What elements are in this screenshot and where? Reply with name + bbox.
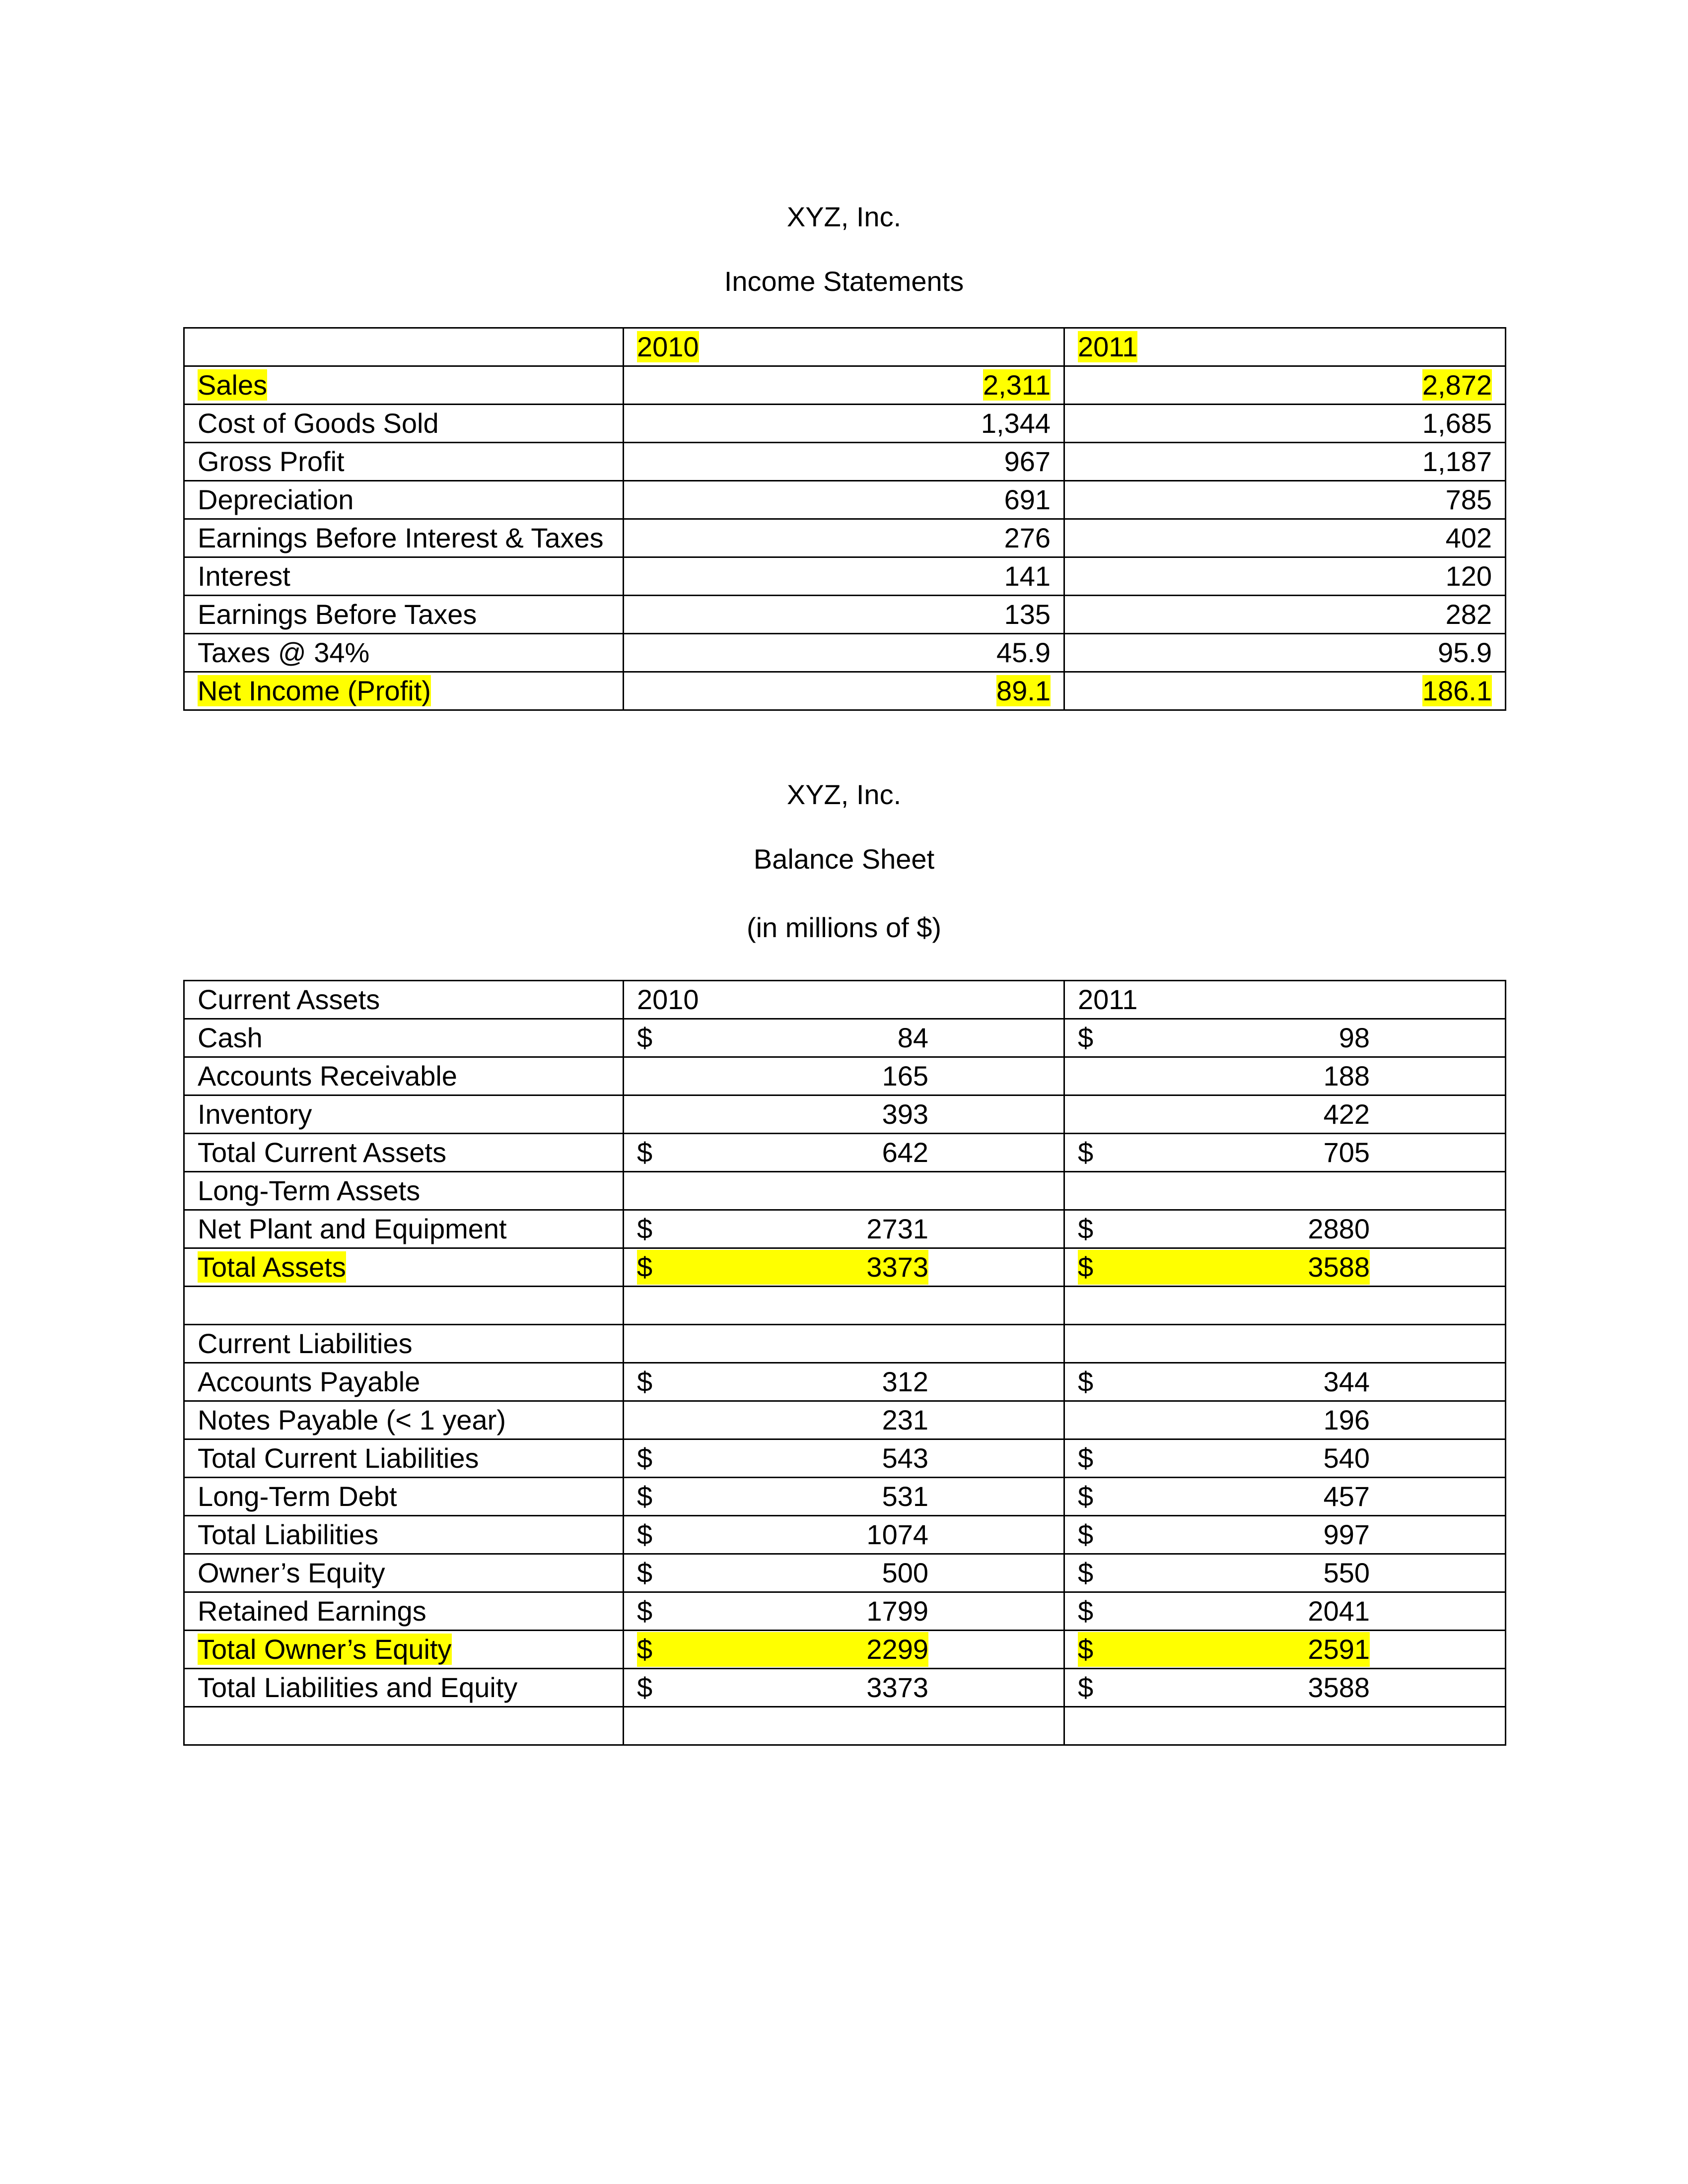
balance-value-2011: 550 xyxy=(1323,1557,1370,1588)
balance-2011-cell xyxy=(1064,1363,1506,1401)
balance-row-label: Total Liabilities and Equity xyxy=(198,1672,518,1703)
balance-2011-cell xyxy=(1064,1631,1506,1669)
balance-row xyxy=(184,1134,1506,1172)
balance-row xyxy=(184,1401,1506,1439)
income-label-cell xyxy=(184,596,624,634)
income-label-cell xyxy=(184,557,624,596)
income-2010-cell xyxy=(624,672,1064,710)
balance-value-2010: 531 xyxy=(882,1481,928,1512)
income-2011-cell xyxy=(1064,672,1506,710)
balance-value-2010 xyxy=(667,1326,1051,1361)
balance-2011-cell xyxy=(1064,1248,1506,1287)
income-value-2011: 402 xyxy=(1445,522,1492,553)
balance-2010-amount xyxy=(637,1058,1051,1094)
balance-label-cell xyxy=(184,1631,624,1669)
balance-value-2010: 231 xyxy=(882,1404,928,1435)
balance-2010-cell xyxy=(624,1325,1064,1363)
balance-row xyxy=(184,1287,1506,1325)
balance-label-cell xyxy=(184,1707,624,1745)
income-value-2011: 120 xyxy=(1445,560,1492,592)
balance-row xyxy=(184,1592,1506,1631)
income-row xyxy=(184,596,1506,634)
balance-2010-cell xyxy=(624,1439,1064,1478)
income-value-2011: 2,872 xyxy=(1422,369,1492,401)
balance-row-label: Total Assets xyxy=(198,1251,346,1283)
balance-row-label: Inventory xyxy=(198,1098,312,1130)
balance-value-2010: 2299 xyxy=(667,1632,928,1667)
income-year-2010: 2010 xyxy=(637,331,699,362)
balance-2011-amount xyxy=(1078,1249,1492,1286)
income-2010-cell xyxy=(624,596,1064,634)
balance-row-label: Total Current Assets xyxy=(198,1137,447,1168)
income-2011-cell xyxy=(1064,366,1506,405)
income-row xyxy=(184,634,1506,672)
balance-label-cell xyxy=(184,1478,624,1516)
balance-label-cell xyxy=(184,1592,624,1631)
balance-row-label: Notes Payable (< 1 year) xyxy=(198,1404,506,1435)
balance-2011-cell xyxy=(1064,1057,1506,1095)
balance-2011-cell xyxy=(1064,1478,1506,1516)
income-2010-cell xyxy=(624,443,1064,481)
income-row-label: Taxes @ 34% xyxy=(198,637,370,668)
income-header-label-cell xyxy=(184,328,624,366)
income-label-cell xyxy=(184,519,624,557)
balance-2011-cell xyxy=(1064,1554,1506,1592)
income-statement-body xyxy=(184,328,1506,710)
income-value-2010: 2,311 xyxy=(983,369,1051,401)
balance-2011-cell xyxy=(1064,1325,1506,1363)
balance-label-cell xyxy=(184,1057,624,1095)
income-2011-cell xyxy=(1064,443,1506,481)
dollar-sign-2011: $ xyxy=(1078,1022,1094,1053)
balance-2010-cell xyxy=(624,1401,1064,1439)
balance-2010-cell xyxy=(624,1057,1064,1095)
income-value-2011: 282 xyxy=(1445,599,1492,630)
balance-2010-amount xyxy=(637,1516,1051,1553)
income-value-2010: 141 xyxy=(1004,560,1051,592)
balance-2010-amount xyxy=(637,1249,1051,1286)
balance-2011-cell xyxy=(1064,1707,1506,1745)
income-value-2011: 1,685 xyxy=(1422,408,1492,439)
balance-2011-cell xyxy=(1064,1134,1506,1172)
income-row xyxy=(184,519,1506,557)
balance-row xyxy=(184,1631,1506,1669)
balance-2010-amount xyxy=(637,1287,1051,1324)
balance-2010-amount xyxy=(637,1096,1051,1133)
balance-value-2011: 2041 xyxy=(1308,1595,1370,1627)
income-value-2011: 785 xyxy=(1445,484,1492,515)
income-row xyxy=(184,481,1506,519)
balance-value-2011: 196 xyxy=(1323,1404,1370,1435)
balance-row xyxy=(184,1439,1506,1478)
balance-2010-amount xyxy=(637,1211,1051,1247)
balance-label-cell xyxy=(184,1325,624,1363)
balance-2010-cell xyxy=(624,1134,1064,1172)
balance-2011-amount xyxy=(1078,1516,1492,1553)
balance-row-label: Current Liabilities xyxy=(198,1328,413,1359)
dollar-sign-2011: $ xyxy=(1078,1632,1108,1667)
balance-2010-amount xyxy=(637,1134,1051,1171)
income-row-label: Earnings Before Interest & Taxes xyxy=(198,522,604,553)
balance-row-label: Total Current Liabilities xyxy=(198,1442,479,1474)
balance-label-cell xyxy=(184,1669,624,1707)
balance-label-cell xyxy=(184,1019,624,1057)
balance-label-cell xyxy=(184,1401,624,1439)
balance-sheet-body xyxy=(184,981,1506,1745)
dollar-sign-2010 xyxy=(637,1173,667,1208)
balance-sheet-subtitle: (in millions of $) xyxy=(746,912,942,943)
balance-value-2011: 422 xyxy=(1323,1098,1370,1130)
balance-2010-amount xyxy=(637,1402,1051,1438)
balance-2010-amount xyxy=(637,1325,1051,1362)
dollar-sign-2011: $ xyxy=(1078,1519,1094,1550)
balance-value-2010: 312 xyxy=(882,1366,928,1397)
dollar-sign-2011 xyxy=(1078,1403,1108,1437)
balance-row-label: Cash xyxy=(198,1022,263,1053)
balance-2011-cell xyxy=(1064,1592,1506,1631)
income-row xyxy=(184,405,1506,443)
balance-value-2011: 2880 xyxy=(1308,1213,1370,1244)
balance-2010-cell xyxy=(624,1172,1064,1210)
balance-2011-cell xyxy=(1064,1019,1506,1057)
balance-2010-cell xyxy=(624,1669,1064,1707)
balance-row xyxy=(184,1363,1506,1401)
balance-2011-cell xyxy=(1064,1095,1506,1134)
balance-row xyxy=(184,1554,1506,1592)
balance-2010-amount xyxy=(637,1172,1051,1209)
income-value-2010: 135 xyxy=(1004,599,1051,630)
income-2011-cell xyxy=(1064,634,1506,672)
balance-2011-cell xyxy=(1064,1401,1506,1439)
balance-2010-amount xyxy=(637,1707,1051,1744)
balance-header-label: Current Assets xyxy=(184,981,624,1019)
balance-2011-amount xyxy=(1078,1555,1492,1591)
income-year-2011-cell xyxy=(1064,328,1506,366)
balance-value-2011: 3588 xyxy=(1108,1250,1370,1285)
dollar-sign-2011 xyxy=(1078,1326,1108,1361)
dollar-sign-2010 xyxy=(637,1288,667,1323)
balance-label-cell xyxy=(184,1439,624,1478)
balance-2010-cell xyxy=(624,1019,1064,1057)
balance-2010-amount xyxy=(637,1440,1051,1477)
balance-2010-cell xyxy=(624,1210,1064,1248)
dollar-sign-2011: $ xyxy=(1078,1481,1094,1512)
balance-2010-amount xyxy=(637,1555,1051,1591)
dollar-sign-2010 xyxy=(637,1097,667,1132)
dollar-sign-2010: $ xyxy=(637,1595,653,1627)
income-year-2011: 2011 xyxy=(1078,331,1138,362)
balance-row-label: Retained Earnings xyxy=(198,1595,426,1627)
dollar-sign-2010 xyxy=(637,1059,667,1093)
balance-label-cell xyxy=(184,1554,624,1592)
dollar-sign-2011: $ xyxy=(1078,1213,1094,1244)
balance-row xyxy=(184,1478,1506,1516)
balance-value-2010: 1799 xyxy=(866,1595,928,1627)
income-2011-cell xyxy=(1064,519,1506,557)
balance-2010-amount xyxy=(637,1631,1051,1668)
balance-2010-amount xyxy=(637,1364,1051,1400)
income-row-label: Net Income (Profit) xyxy=(198,675,431,706)
balance-label-cell xyxy=(184,1095,624,1134)
balance-value-2011: 3588 xyxy=(1308,1672,1370,1703)
balance-2010-cell xyxy=(624,1363,1064,1401)
dollar-sign-2010: $ xyxy=(637,1557,653,1588)
balance-value-2011: 457 xyxy=(1323,1481,1370,1512)
balance-value-2010: 165 xyxy=(882,1060,928,1092)
balance-value-2010: 3373 xyxy=(866,1672,928,1703)
balance-label-cell xyxy=(184,1248,624,1287)
balance-value-2010: 642 xyxy=(882,1137,928,1168)
balance-row xyxy=(184,1095,1506,1134)
balance-value-2011: 344 xyxy=(1323,1366,1370,1397)
balance-row xyxy=(184,1248,1506,1287)
income-row xyxy=(184,366,1506,405)
dollar-sign-2011: $ xyxy=(1078,1137,1094,1168)
balance-2010-cell xyxy=(624,1592,1064,1631)
dollar-sign-2011 xyxy=(1078,1173,1108,1208)
balance-2010-cell xyxy=(624,1707,1064,1745)
balance-2011-amount xyxy=(1078,1593,1492,1630)
income-value-2010: 45.9 xyxy=(996,637,1051,668)
balance-2011-amount xyxy=(1078,1058,1492,1094)
balance-value-2011 xyxy=(1108,1288,1492,1323)
balance-2011-amount xyxy=(1078,1325,1492,1362)
balance-value-2010: 2731 xyxy=(866,1213,928,1244)
income-2010-cell xyxy=(624,557,1064,596)
balance-value-2011: 2591 xyxy=(1108,1632,1370,1667)
balance-company-name: XYZ, Inc. xyxy=(786,779,902,810)
balance-label-cell xyxy=(184,1134,624,1172)
dollar-sign-2010: $ xyxy=(637,1137,653,1168)
income-statement-table xyxy=(183,327,1506,711)
income-company-name: XYZ, Inc. xyxy=(786,201,902,232)
balance-sheet-table xyxy=(183,980,1506,1746)
balance-value-2010 xyxy=(667,1288,1051,1323)
balance-2011-cell xyxy=(1064,1287,1506,1325)
income-2011-cell xyxy=(1064,481,1506,519)
dollar-sign-2010: $ xyxy=(637,1481,653,1512)
balance-2010-cell xyxy=(624,1631,1064,1669)
balance-row xyxy=(184,1707,1506,1745)
balance-2011-amount xyxy=(1078,1172,1492,1209)
balance-value-2011 xyxy=(1108,1326,1492,1361)
balance-2011-cell xyxy=(1064,1172,1506,1210)
balance-2011-amount xyxy=(1078,1478,1492,1515)
balance-2010-amount xyxy=(637,1478,1051,1515)
balance-row xyxy=(184,1516,1506,1554)
balance-row xyxy=(184,1172,1506,1210)
balance-2010-cell xyxy=(624,1516,1064,1554)
balance-value-2010: 393 xyxy=(882,1098,928,1130)
balance-2010-cell xyxy=(624,1554,1064,1592)
dollar-sign-2011: $ xyxy=(1078,1250,1108,1285)
dollar-sign-2011: $ xyxy=(1078,1595,1094,1627)
dollar-sign-2011 xyxy=(1078,1288,1108,1323)
balance-value-2010: 1074 xyxy=(866,1519,928,1550)
balance-row xyxy=(184,1057,1506,1095)
balance-value-2011: 540 xyxy=(1323,1442,1370,1474)
balance-value-2011: 705 xyxy=(1323,1137,1370,1168)
income-label-cell xyxy=(184,443,624,481)
income-label-cell xyxy=(184,366,624,405)
balance-2011-amount xyxy=(1078,1669,1492,1706)
balance-row xyxy=(184,1019,1506,1057)
balance-2010-cell xyxy=(624,1248,1064,1287)
balance-2011-amount xyxy=(1078,1211,1492,1247)
dollar-sign-2010: $ xyxy=(637,1022,653,1053)
income-row xyxy=(184,672,1506,710)
income-statement-title: Income Statements xyxy=(724,266,964,297)
dollar-sign-2010: $ xyxy=(637,1632,667,1667)
balance-row-label: Net Plant and Equipment xyxy=(198,1213,507,1244)
balance-2011-cell xyxy=(1064,1516,1506,1554)
balance-value-2010 xyxy=(667,1173,1051,1208)
income-value-2010: 89.1 xyxy=(996,675,1051,706)
balance-2010-cell xyxy=(624,1287,1064,1325)
income-label-cell xyxy=(184,481,624,519)
income-2010-cell xyxy=(624,634,1064,672)
income-2011-cell xyxy=(1064,596,1506,634)
income-row xyxy=(184,443,1506,481)
dollar-sign-2011: $ xyxy=(1078,1442,1094,1474)
balance-2011-amount xyxy=(1078,1364,1492,1400)
income-value-2011: 186.1 xyxy=(1422,675,1492,706)
dollar-sign-2011 xyxy=(1078,1708,1108,1743)
income-2010-cell xyxy=(624,405,1064,443)
income-2011-cell xyxy=(1064,557,1506,596)
dollar-sign-2010 xyxy=(637,1708,667,1743)
income-row-label: Interest xyxy=(198,560,290,592)
dollar-sign-2010 xyxy=(637,1403,667,1437)
income-2011-cell xyxy=(1064,405,1506,443)
balance-row-label: Owner’s Equity xyxy=(198,1557,385,1588)
income-2010-cell xyxy=(624,366,1064,405)
income-header-row xyxy=(184,328,1506,366)
income-2010-cell xyxy=(624,519,1064,557)
dollar-sign-2010: $ xyxy=(637,1519,653,1550)
balance-value-2011: 997 xyxy=(1323,1519,1370,1550)
balance-2011-cell xyxy=(1064,1669,1506,1707)
balance-2011-amount xyxy=(1078,1287,1492,1324)
dollar-sign-2011 xyxy=(1078,1059,1108,1093)
dollar-sign-2011: $ xyxy=(1078,1366,1094,1397)
balance-row xyxy=(184,1210,1506,1248)
balance-2010-amount xyxy=(637,1593,1051,1630)
balance-sheet-title: Balance Sheet xyxy=(753,843,935,875)
balance-row xyxy=(184,1669,1506,1707)
balance-row-label: Accounts Receivable xyxy=(198,1060,457,1092)
balance-2011-amount xyxy=(1078,1134,1492,1171)
dollar-sign-2011 xyxy=(1078,1097,1108,1132)
balance-value-2010 xyxy=(667,1708,1051,1743)
balance-2011-amount xyxy=(1078,1440,1492,1477)
income-value-2010: 691 xyxy=(1004,484,1051,515)
income-row xyxy=(184,557,1506,596)
dollar-sign-2010 xyxy=(637,1326,667,1361)
income-label-cell xyxy=(184,672,624,710)
balance-2010-cell xyxy=(624,1478,1064,1516)
balance-row-label: Long-Term Assets xyxy=(198,1175,421,1206)
balance-label-cell xyxy=(184,1210,624,1248)
balance-value-2010: 84 xyxy=(897,1022,928,1053)
balance-2011-cell xyxy=(1064,1439,1506,1478)
income-row-label: Sales xyxy=(198,369,268,401)
balance-2010-amount xyxy=(637,1020,1051,1056)
dollar-sign-2011: $ xyxy=(1078,1557,1094,1588)
balance-2011-amount xyxy=(1078,1096,1492,1133)
income-2010-cell xyxy=(624,481,1064,519)
dollar-sign-2011: $ xyxy=(1078,1672,1094,1703)
balance-value-2011: 188 xyxy=(1323,1060,1370,1092)
balance-label-cell xyxy=(184,1287,624,1325)
balance-value-2011: 98 xyxy=(1338,1022,1370,1053)
balance-value-2011 xyxy=(1108,1173,1492,1208)
balance-value-2010: 543 xyxy=(882,1442,928,1474)
balance-row-label: Accounts Payable xyxy=(198,1366,421,1397)
income-row-label: Cost of Goods Sold xyxy=(198,408,439,439)
income-value-2011: 1,187 xyxy=(1422,446,1492,477)
balance-row-label: Total Liabilities xyxy=(198,1519,379,1550)
balance-2011-amount xyxy=(1078,1707,1492,1744)
balance-row xyxy=(184,1325,1506,1363)
income-row-label: Gross Profit xyxy=(198,446,345,477)
balance-2011-amount xyxy=(1078,1402,1492,1438)
income-value-2010: 276 xyxy=(1004,522,1051,553)
balance-2010-amount xyxy=(637,1669,1051,1706)
balance-2010-cell xyxy=(624,1095,1064,1134)
income-value-2011: 95.9 xyxy=(1438,637,1492,668)
balance-row-label: Total Owner’s Equity xyxy=(198,1634,452,1665)
balance-year-2011: 2011 xyxy=(1064,981,1506,1019)
balance-label-cell xyxy=(184,1363,624,1401)
dollar-sign-2010: $ xyxy=(637,1442,653,1474)
balance-2011-amount xyxy=(1078,1020,1492,1056)
dollar-sign-2010: $ xyxy=(637,1213,653,1244)
income-value-2010: 967 xyxy=(1004,446,1051,477)
dollar-sign-2010: $ xyxy=(637,1672,653,1703)
balance-value-2010: 500 xyxy=(882,1557,928,1588)
dollar-sign-2010: $ xyxy=(637,1250,667,1285)
income-label-cell xyxy=(184,405,624,443)
balance-value-2010: 3373 xyxy=(667,1250,928,1285)
balance-year-2010: 2010 xyxy=(624,981,1064,1019)
balance-label-cell xyxy=(184,1172,624,1210)
income-row-label: Depreciation xyxy=(198,484,354,515)
balance-row-label: Long-Term Debt xyxy=(198,1481,397,1512)
balance-value-2011 xyxy=(1108,1708,1492,1743)
balance-2011-cell xyxy=(1064,1210,1506,1248)
income-year-2010-cell xyxy=(624,328,1064,366)
dollar-sign-2010: $ xyxy=(637,1366,653,1397)
balance-label-cell xyxy=(184,1516,624,1554)
income-value-2010: 1,344 xyxy=(981,408,1051,439)
balance-2011-amount xyxy=(1078,1631,1492,1668)
income-row-label: Earnings Before Taxes xyxy=(198,599,477,630)
income-label-cell xyxy=(184,634,624,672)
balance-header-row xyxy=(184,981,1506,1019)
